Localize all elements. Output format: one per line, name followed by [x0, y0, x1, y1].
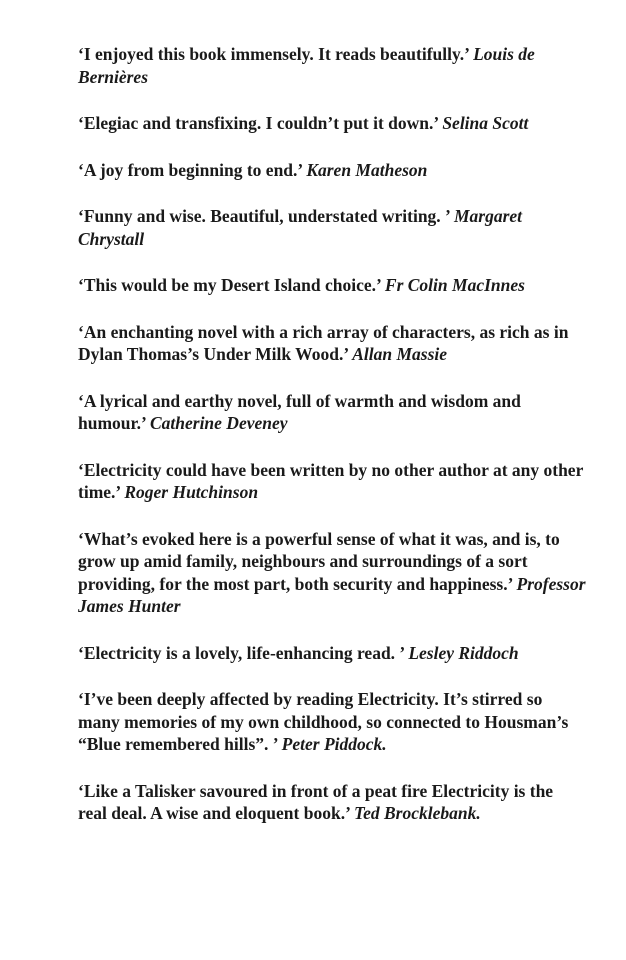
review-text: ‘What’s evoked here is a powerful sense of what it was, and is, to grow up amid family, neighbours and surroundings of a sort providing, for the most part, both security and happiness.’ [78, 528, 560, 594]
review-quote-3 [78, 159, 586, 182]
review-author: Selina Scott [442, 113, 529, 133]
review-quote-6 [78, 321, 586, 366]
review-quote-12 [78, 780, 586, 825]
review-text: ‘An enchanting novel with a rich array of characters, as rich as in Dylan Thomas’s Under Milk Wood.’ [78, 321, 569, 364]
review-quote-4 [78, 205, 586, 250]
review-author: Fr Colin MacInnes [384, 275, 525, 295]
review-author: Lesley Riddoch [408, 642, 519, 663]
review-quote-1 [78, 43, 586, 88]
review-author: Margaret Chrystall [78, 206, 523, 249]
review-author: Ted Brocklebank. [353, 803, 481, 823]
review-quote-5 [78, 274, 586, 297]
review-text: ‘Elegiac and transfixing. I couldn’t put it down.’ [78, 113, 438, 133]
review-text: ‘Electricity is a lovely, life-enhancing read. ’ [78, 642, 404, 663]
review-quote-9 [78, 528, 586, 618]
review-author: Roger Hutchinson [124, 482, 259, 502]
review-quote-8 [78, 459, 586, 504]
review-quote-10 [78, 642, 586, 665]
review-text: ‘Funny and wise. Beautiful, understated writing. ’ [78, 206, 450, 226]
review-text: ‘I enjoyed this book immensely. It reads beautifully.’ [78, 44, 469, 64]
review-quote-2 [78, 112, 586, 135]
review-text: ‘This would be my Desert Island choice.’ [78, 275, 381, 295]
review-text: ‘I’ve been deeply affected by reading Electricity. It’s stirred so many memories of my own childhood, so connected to Housman’s “Blue remembered hills”. ’ [78, 689, 569, 754]
review-author: Louis de Bernières [78, 44, 535, 87]
review-text: ‘A lyrical and earthy novel, full of warmth and wisdom and humour.’ [78, 390, 521, 433]
review-text: ‘Electricity could have been written by no other author at any other time.’ [78, 459, 584, 502]
review-author: Allan Massie [352, 344, 448, 364]
review-quote-7 [78, 390, 586, 435]
review-author: Karen Matheson [306, 159, 428, 180]
review-quote-11 [78, 688, 586, 756]
review-text: ‘Like a Talisker savoured in front of a peat fire Electricity is the real deal. A wise and eloquent book.’ [78, 780, 554, 823]
review-author: Peter Piddock. [281, 734, 387, 754]
review-text: ‘A joy from beginning to end.’ [78, 159, 302, 180]
review-author: Catherine Deveney [149, 413, 288, 433]
review-author: Professor James Hunter [78, 573, 586, 616]
